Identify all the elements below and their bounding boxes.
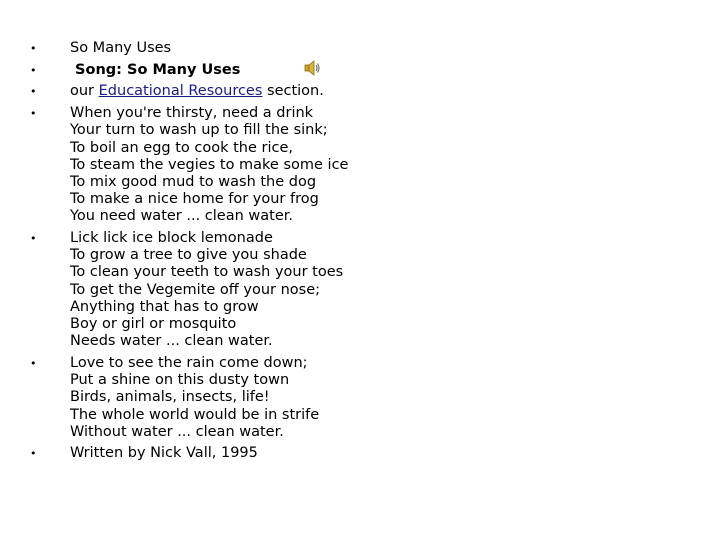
bullet-dot: • bbox=[30, 63, 37, 77]
verse-line: To mix good mud to wash the dog bbox=[70, 173, 317, 190]
song-heading: So Many Uses bbox=[70, 40, 172, 56]
bullet-dot: • bbox=[30, 85, 37, 99]
resources-suffix: section. bbox=[262, 83, 324, 100]
list-item bbox=[30, 230, 690, 350]
resources-prefix: our bbox=[70, 83, 99, 100]
list-item bbox=[30, 83, 690, 100]
verse-line: Put a shine on this dusty town bbox=[70, 372, 290, 389]
educational-resources-link[interactable]: Educational Resources bbox=[98, 83, 263, 100]
bullet-list bbox=[30, 40, 690, 467]
list-item bbox=[30, 445, 690, 462]
verse-line: Anything that has to grow bbox=[70, 298, 259, 315]
author-credit: Written by Nick Vall, 1995 bbox=[70, 445, 258, 462]
verse-line: To boil an egg to cook the rice, bbox=[70, 139, 294, 156]
list-item bbox=[30, 355, 690, 441]
bullet-dot: • bbox=[30, 107, 37, 121]
list-item bbox=[30, 62, 690, 79]
verse-line: To steam the vegies to make some ice bbox=[70, 156, 349, 173]
verse-line: To grow a tree to give you shade bbox=[70, 247, 307, 264]
verse-line: Without water ... clean water. bbox=[70, 423, 284, 440]
verse-line: Boy or girl or mosquito bbox=[70, 316, 237, 333]
bullet-dot: • bbox=[30, 356, 37, 370]
verse-line: Birds, animals, insects, life! bbox=[70, 389, 270, 406]
verse-line: Your turn to wash up to fill the sink; bbox=[70, 122, 328, 139]
resources-line bbox=[70, 83, 690, 100]
bullet-dot: • bbox=[30, 42, 37, 55]
verse-line: The whole world would be in strife bbox=[70, 406, 320, 423]
bullet-dot: • bbox=[30, 232, 37, 246]
song-title: Song: So Many Uses bbox=[70, 61, 241, 78]
verse-line: You need water ... clean water. bbox=[70, 208, 294, 225]
verse-line: When you're thirsty, need a drink bbox=[70, 105, 314, 122]
verse-line: Lick lick ice block lemonade bbox=[70, 230, 273, 247]
verse-line: To clean your teeth to wash your toes bbox=[70, 264, 344, 281]
verse-line: To make a nice home for your frog bbox=[70, 191, 319, 208]
verse-line: To get the Vegemite off your nose; bbox=[70, 281, 321, 298]
list-item bbox=[30, 40, 690, 57]
speaker-icon[interactable] bbox=[303, 59, 321, 77]
verse-line: Love to see the rain come down; bbox=[70, 354, 308, 371]
bullet-dot: • bbox=[30, 447, 37, 461]
verse-line: Needs water ... clean water. bbox=[70, 333, 273, 350]
list-item bbox=[30, 105, 690, 225]
